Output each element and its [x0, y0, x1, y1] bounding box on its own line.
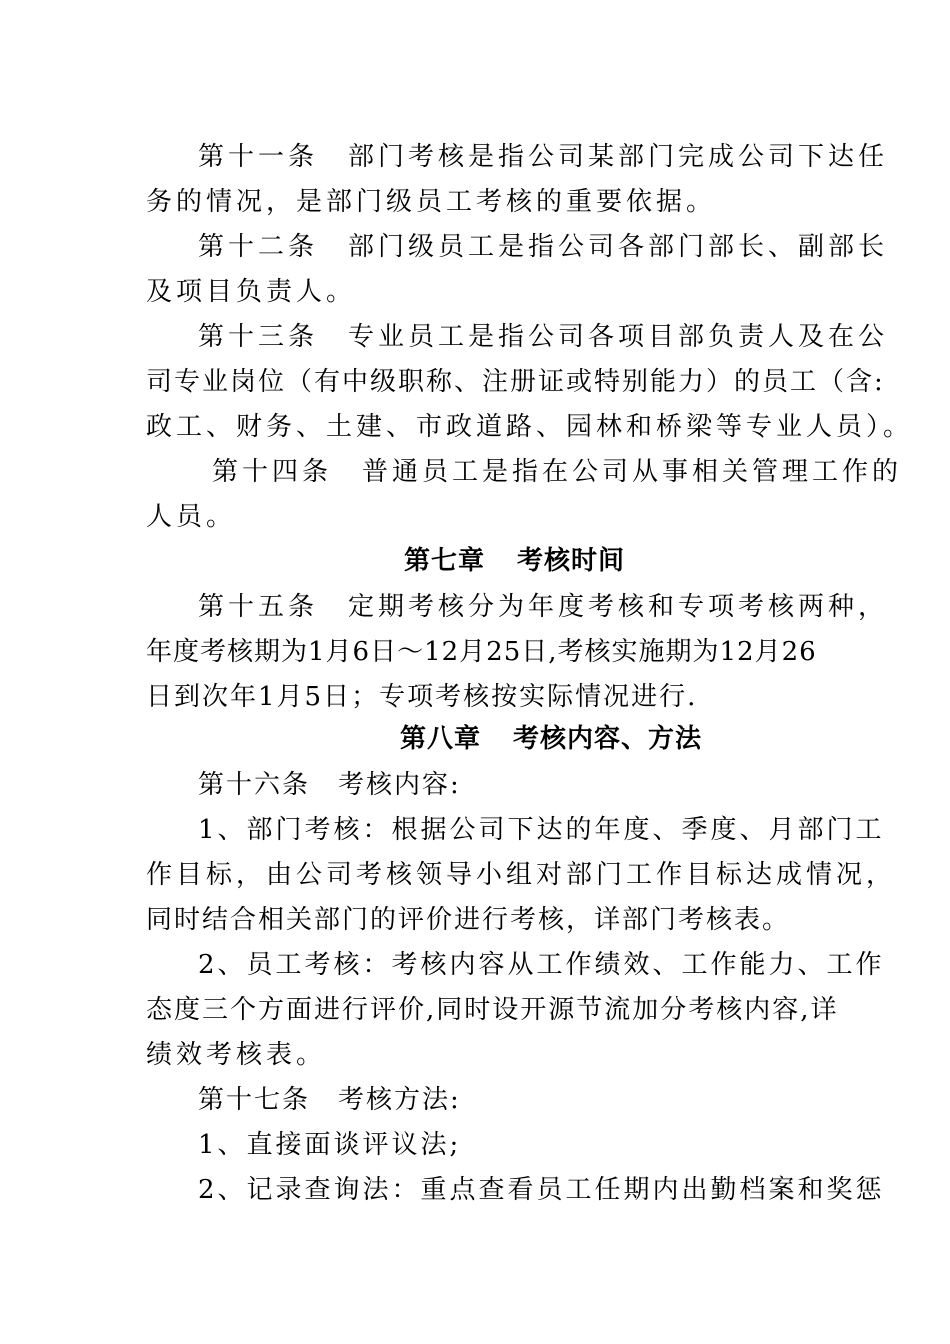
chapter-7-heading	[404, 544, 625, 578]
content-item-1-line-1: 1、部门考核：根据公司下达的年度、季度、月部门工	[198, 815, 885, 845]
content-item-1-line-2: 作目标，由公司考核领导小组对部门工作目标达成情况，	[146, 860, 897, 890]
article-16-line: 第十六条 考核内容:	[198, 770, 461, 800]
chapter-8-number: 第八章	[400, 724, 482, 754]
content-item-2-line-1: 2、员工考核：考核内容从工作绩效、工作能力、工作	[198, 950, 885, 980]
method-item-2: 2、记录查询法：重点查看员工任期内出勤档案和奖惩	[198, 1175, 885, 1205]
content-item-1-line-3: 同时结合相关部门的评价进行考核，详部门考核表。	[146, 905, 791, 935]
article-14-line-1: 第十四条 普通员工是指在公司从事相关管理工作的	[212, 457, 903, 487]
content-item-2-line-3: 绩效考核表。	[146, 1040, 327, 1070]
article-17-line: 第十七条 考核方法:	[198, 1085, 461, 1115]
method-item-1: 1、直接面谈评议法;	[198, 1130, 462, 1160]
article-15-line-3: 日到次年1月5日；专项考核按实际情况进行.	[146, 682, 698, 712]
chapter-7-title: 考核时间	[517, 546, 626, 576]
chapter-8-title: 考核内容、方法	[513, 724, 703, 754]
article-14-line-2: 人员。	[146, 502, 237, 532]
article-13-line-1: 第十三条 专业员工是指公司各项目部负责人及在公	[198, 322, 889, 352]
article-11-line-1: 第十一条 部门考核是指公司某部门完成公司下达任	[198, 142, 889, 172]
chapter-8-heading	[400, 722, 702, 756]
article-12-line-2: 及项目负责人。	[146, 277, 357, 307]
content-item-2-line-2: 态度三个方面进行评价,同时设开源节流加分考核内容,详	[146, 995, 839, 1025]
article-11-line-2: 务的情况，是部门级员工考核的重要依据。	[146, 187, 717, 217]
article-15-line-2: 年度考核期为1月6日～12月25日,考核实施期为12月26	[146, 637, 817, 667]
article-12-line-1: 第十二条 部门级员工是指公司各部门部长、副部长	[198, 232, 889, 262]
article-13-line-2: 司专业岗位（有中级职称、注册证或特别能力）的员工（含:	[146, 367, 885, 397]
article-13-line-3: 政工、财务、土建、市政道路、园林和桥梁等专业人员）。	[146, 412, 914, 442]
article-15-line-1: 第十五条 定期考核分为年度考核和专项考核两种，	[198, 592, 889, 622]
chapter-7-number: 第七章	[404, 546, 486, 576]
